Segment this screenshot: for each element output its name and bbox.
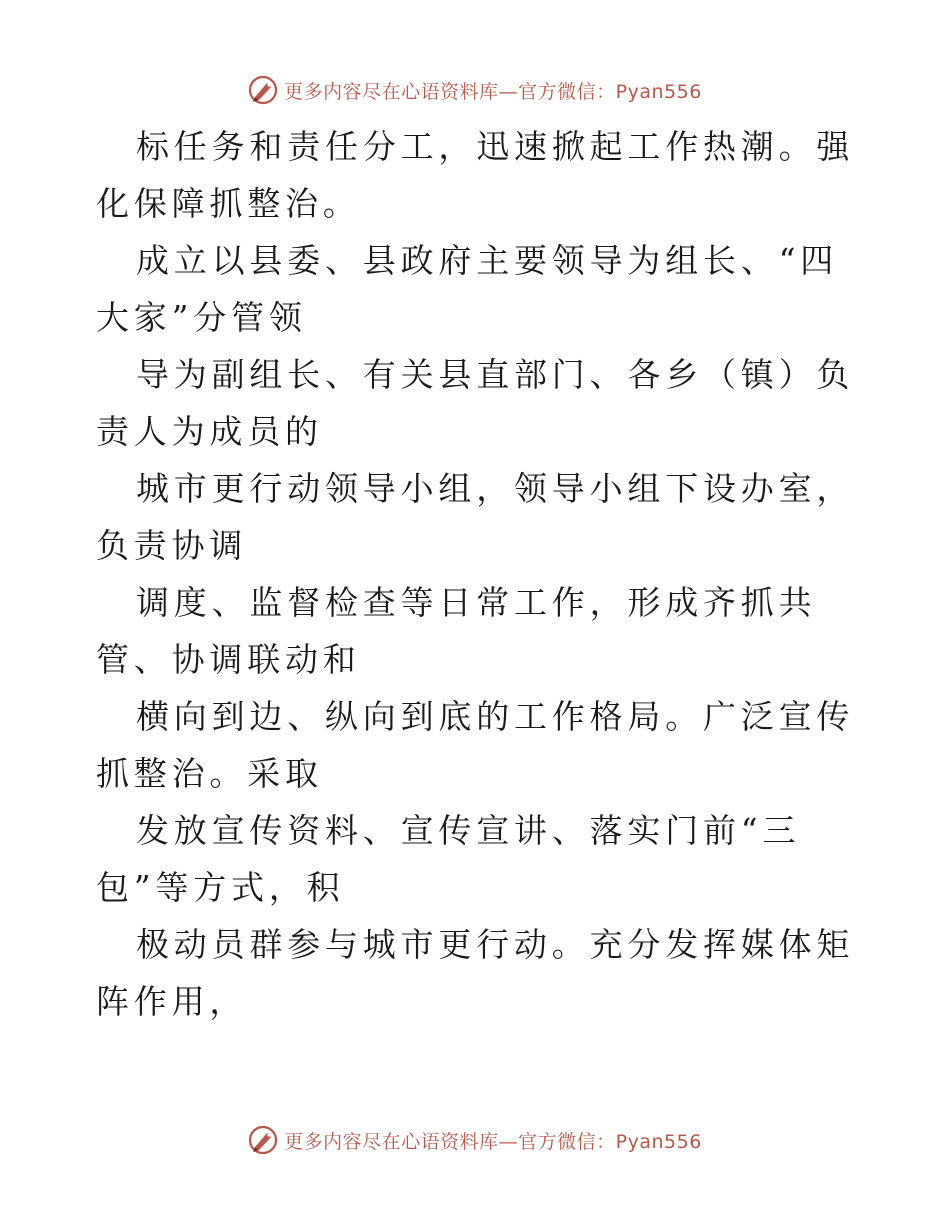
pen-logo-icon	[248, 1125, 278, 1155]
watermark-text: 更多内容尽在心语资料库—官方微信：Pyan556	[284, 80, 702, 103]
document-body	[96, 118, 856, 1030]
footer-watermark	[0, 1122, 950, 1158]
watermark-text: 更多内容尽在心语资料库—官方微信：Pyan556	[284, 1130, 702, 1153]
paragraph: 城市更行动领导小组，领导小组下设办室，负责协调	[96, 469, 855, 565]
paragraph: 极动员群参与城市更行动。充分发挥媒体矩阵作用，	[96, 925, 855, 1021]
paragraph: 标任务和责任分工，迅速掀起工作热潮。强化保障抓整治。	[96, 127, 855, 223]
header-watermark	[0, 72, 950, 108]
paragraph: 调度、监督检查等日常工作，形成齐抓共管、协调联动和	[96, 583, 817, 679]
paragraph: 发放宣传资料、宣传宣讲、落实门前“三包”等方式，积	[96, 811, 801, 907]
paragraph: 导为副组长、有关县直部门、各乡（镇）负责人为成员的	[96, 355, 855, 451]
paragraph: 成立以县委、县政府主要领导为组长、“四大家”分管领	[96, 241, 839, 337]
paragraph: 横向到边、纵向到底的工作格局。广泛宣传抓整治。采取	[96, 697, 855, 793]
pen-logo-icon	[248, 75, 278, 105]
